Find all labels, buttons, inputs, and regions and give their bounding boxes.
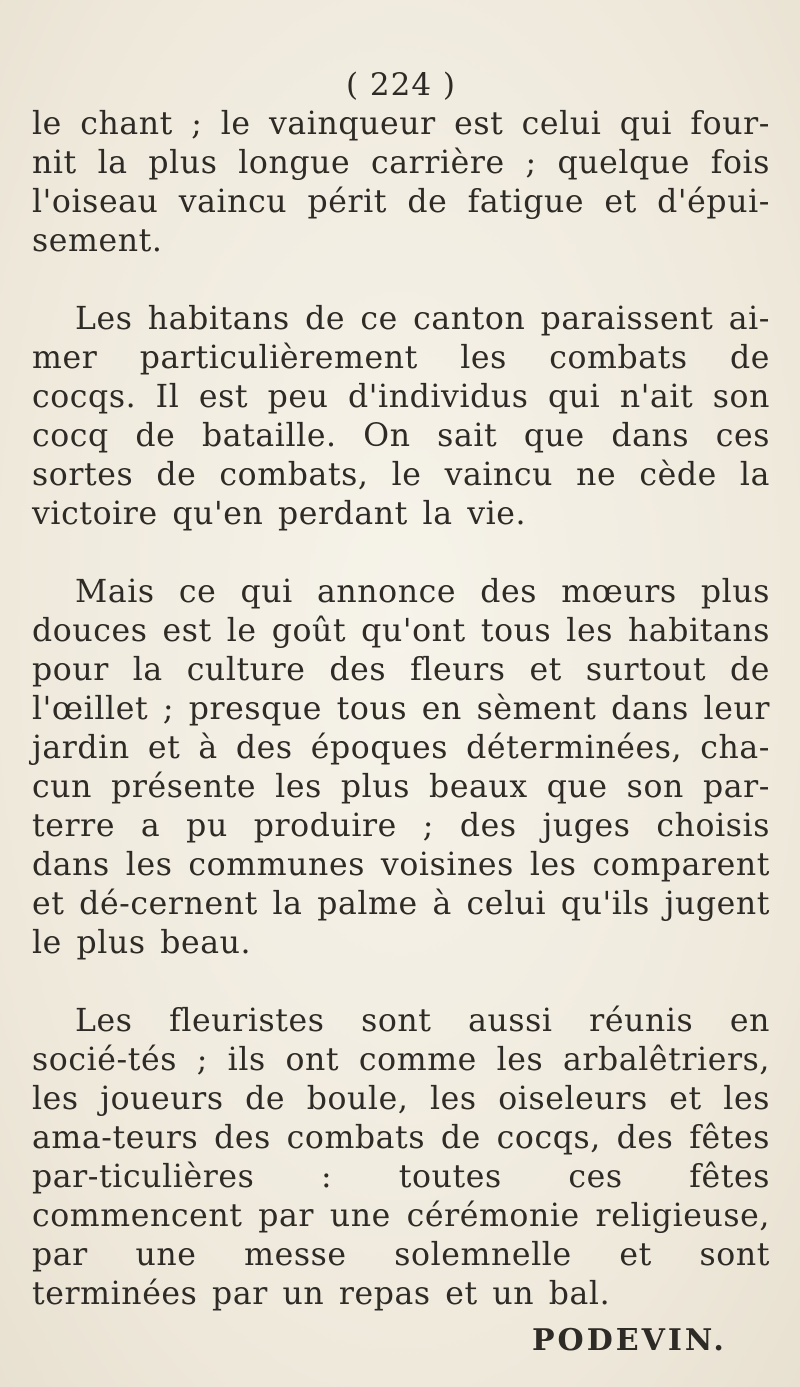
page-number: ( 224 ) (345, 67, 457, 103)
paragraph-cock-fights: Les habitans de ce canton paraissent ai-mer particulièrement les combats de cocqs. Il est peu d'individus qui n'ait son cocq de bataille. On sait que dans ces sortes de combats, le vaincu ne cède la victoire qu'en perdant la vie. (32, 301, 770, 532)
paragraph-florist-societies: Les fleuristes sont aussi réunis en socié-tés ; ils ont comme les arbalêtriers, les joueurs de boule, les oiseleurs et les ama-teurs des combats de cocqs, des fêtes par-ticulières : toutes ces fêtes commencent par une cérémonie religieuse, par une messe solemnelle et sont terminées par un repas et un bal. (32, 1003, 770, 1312)
paragraph-continuation: le chant ; le vainqueur est celui qui four-nit la plus longue carrière ; quelque fois l'oiseau vaincu périt de fatigue et d'épui-sement. (32, 106, 770, 259)
paragraph-flower-culture: Mais ce qui annonce des mœurs plus douces est le goût qu'ont tous les habitans pour la culture des fleurs et surtout de l'œillet ; presque tous en sèment dans leur jardin et à des époques déterminées, cha-cun présente les plus beaux que son par-terre a pu produire ; des juges choisis dans les communes voisines les comparent et dé-cernent la palme à celui qu'ils jugent le plus beau. (32, 574, 770, 961)
author-signature: PODEVIN. (532, 1323, 727, 1358)
